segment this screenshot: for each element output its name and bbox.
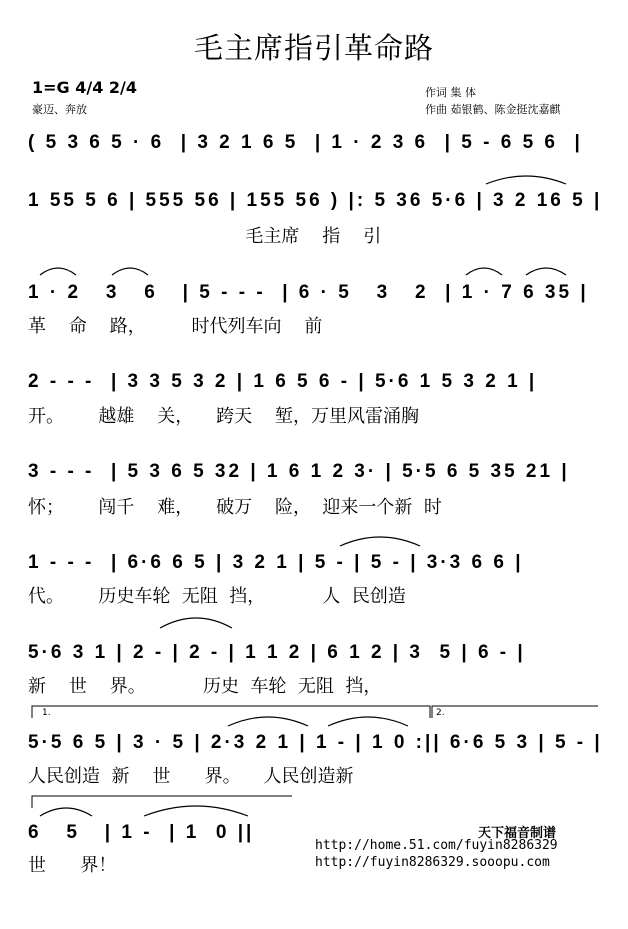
slur — [340, 537, 420, 546]
volta-bracket-1 — [32, 706, 430, 718]
slur — [160, 618, 232, 628]
slur — [526, 268, 566, 275]
volta-2-label: 2. — [436, 708, 445, 718]
slur — [228, 717, 308, 726]
volta-brackets — [32, 706, 598, 808]
source-url-1[interactable]: http://home.51.com/fuyin8286329 — [315, 838, 558, 853]
volta-bracket-2 — [432, 706, 598, 718]
composer-credit: 作曲 茹银鹤、陈金挺沈嘉麒 — [425, 103, 561, 116]
key-signature: 1=G 4/4 2/4 — [32, 78, 138, 97]
slur — [112, 268, 148, 275]
slur — [328, 717, 408, 726]
volta-bracket-continuation — [32, 796, 292, 808]
slur — [40, 268, 76, 275]
slur — [466, 268, 502, 275]
song-title: 毛主席指引革命路 — [193, 31, 434, 65]
slur — [40, 808, 92, 816]
lyric-text: 开。 越雄 关， 跨天 堑，万里风雷涌胸 — [28, 406, 419, 427]
notation-line: 5·6 3 1 | 2 - | 2 - | 1 1 2 | 6 1 2 | 3 5 | 6 - | — [28, 642, 526, 663]
slur — [486, 176, 566, 184]
notation-line: 1 · 2 3 6 | 5 - - - | 6 · 5 3 2 | 1 · 7 6 35 | — [28, 282, 589, 303]
volta-1-label: 1. — [42, 708, 51, 718]
source-url-2[interactable]: http://fuyin8286329.sooopu.com — [315, 855, 550, 870]
notation-line: 5·5 6 5 | 3 · 5 | 2·3 2 1 | 1 - | 1 0 :|| 6·6 5 3 | 5 - | — [28, 732, 603, 753]
lyric-text: 新 世 界。 历史 车轮 无阻 挡， — [28, 676, 382, 697]
notation-line: ( 5 3 6 5 · 6 | 3 2 1 6 5 | 1 · 2 3 6 | 5 - 6 5 6 | — [28, 132, 583, 153]
lyric-text: 毛主席 指 引 — [28, 226, 382, 247]
notation-line: 2 - - - | 3 3 5 3 2 | 1 6 5 6 - | 5·6 1 5 3 2 1 | — [28, 371, 538, 392]
notation-line: 3 - - - | 5 3 6 5 32 | 1 6 1 2 3· | 5·5 6 5 35 21 | — [28, 461, 570, 482]
lyric-text: 革 命 路， 时代列车向 前 — [28, 316, 323, 337]
tempo-marking: 豪迈、奔放 — [32, 103, 87, 116]
lyric-text: 代。 历史车轮 无阻 挡， 人 民创造 — [28, 586, 406, 607]
lyric-text: 世 界！ — [28, 855, 117, 876]
lyric-text: 怀； 闯千 难， 破万 险， 迎来一个新 时 — [28, 497, 442, 518]
slur — [144, 806, 248, 816]
notation-line: 6 5 | 1 - | 1 0 || — [28, 822, 255, 843]
notation-line: 1 55 5 6 | 555 56 | 155 56 ) |: 5 36 5·6 | 3 2 16 5 | — [28, 190, 603, 211]
source-name: 天下福音制谱 — [478, 826, 557, 841]
lyric-text: 人民创造 新 世 界。 人民创造新 — [28, 766, 354, 787]
notation-line: 1 - - - | 6·6 6 5 | 3 2 1 | 5 - | 5 - | 3·3 6 6 | — [28, 552, 524, 573]
slur-marks — [40, 176, 566, 816]
lyricist-credit: 作词 集 体 — [425, 86, 476, 99]
